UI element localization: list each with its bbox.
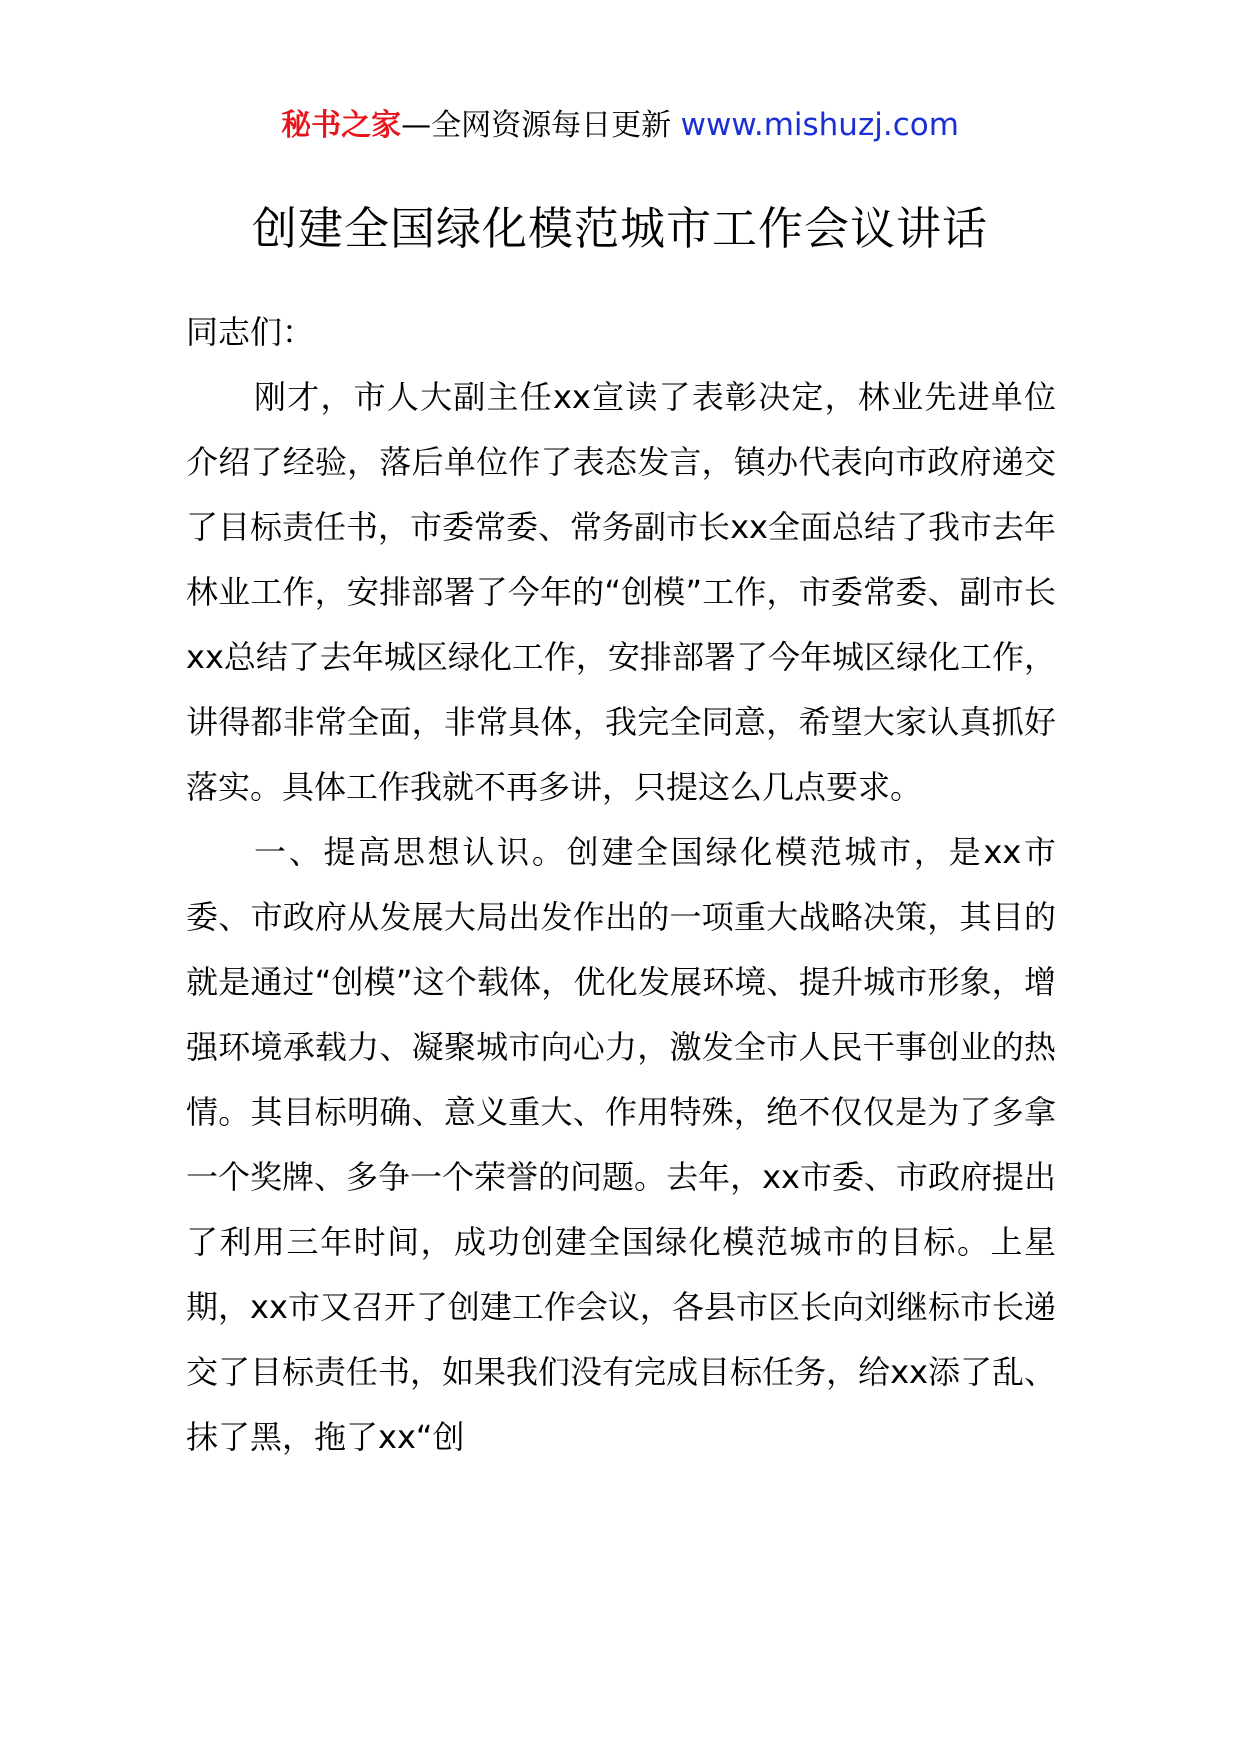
header-tagline: —全网资源每日更新 xyxy=(401,108,672,143)
brand-name: 秘书之家 xyxy=(281,108,402,143)
document-body xyxy=(186,300,1056,1470)
site-header xyxy=(0,100,1240,151)
site-url-link[interactable]: www.mishuzj.com xyxy=(680,107,959,143)
paragraph: 刚才，市人大副主任xx宣读了表彰决定，林业先进单位介绍了经验，落后单位作了表态发言，镇办代表向市政府递交了目标责任书，市委常委、常务副市长xx全面总结了我市去年林业工作，安排部署了今年的“创模”工作，市委常委、副市长xx总结了去年城区绿化工作，安排部署了今年城区绿化工作，讲得都非常全面，非常具体，我完全同意，希望大家认真抓好落实。具体工作我就不再多讲，只提这么几点要求。 xyxy=(186,378,1056,806)
document-title: 创建全国绿化模范城市工作会议讲话 xyxy=(251,202,988,255)
salutation: 同志们： xyxy=(186,313,315,351)
paragraph: 一、提高思想认识。创建全国绿化模范城市，是xx市委、市政府从发展大局出发作出的一项重大战略决策，其目的就是通过“创模”这个载体，优化发展环境、提升城市形象，增强环境承载力、凝聚城市向心力，激发全市人民干事创业的热情。其目标明确、意义重大、作用特殊，绝不仅仅是为了多拿一个奖牌、多争一个荣誉的问题。去年，xx市委、市政府提出了利用三年时间，成功创建全国绿化模范城市的目标。上星期，xx市又召开了创建工作会议，各县市区长向刘继标市长递交了目标责任书，如果我们没有完成目标任务，给xx添了乱、抹了黑，拖了xx“创 xyxy=(186,833,1056,1456)
